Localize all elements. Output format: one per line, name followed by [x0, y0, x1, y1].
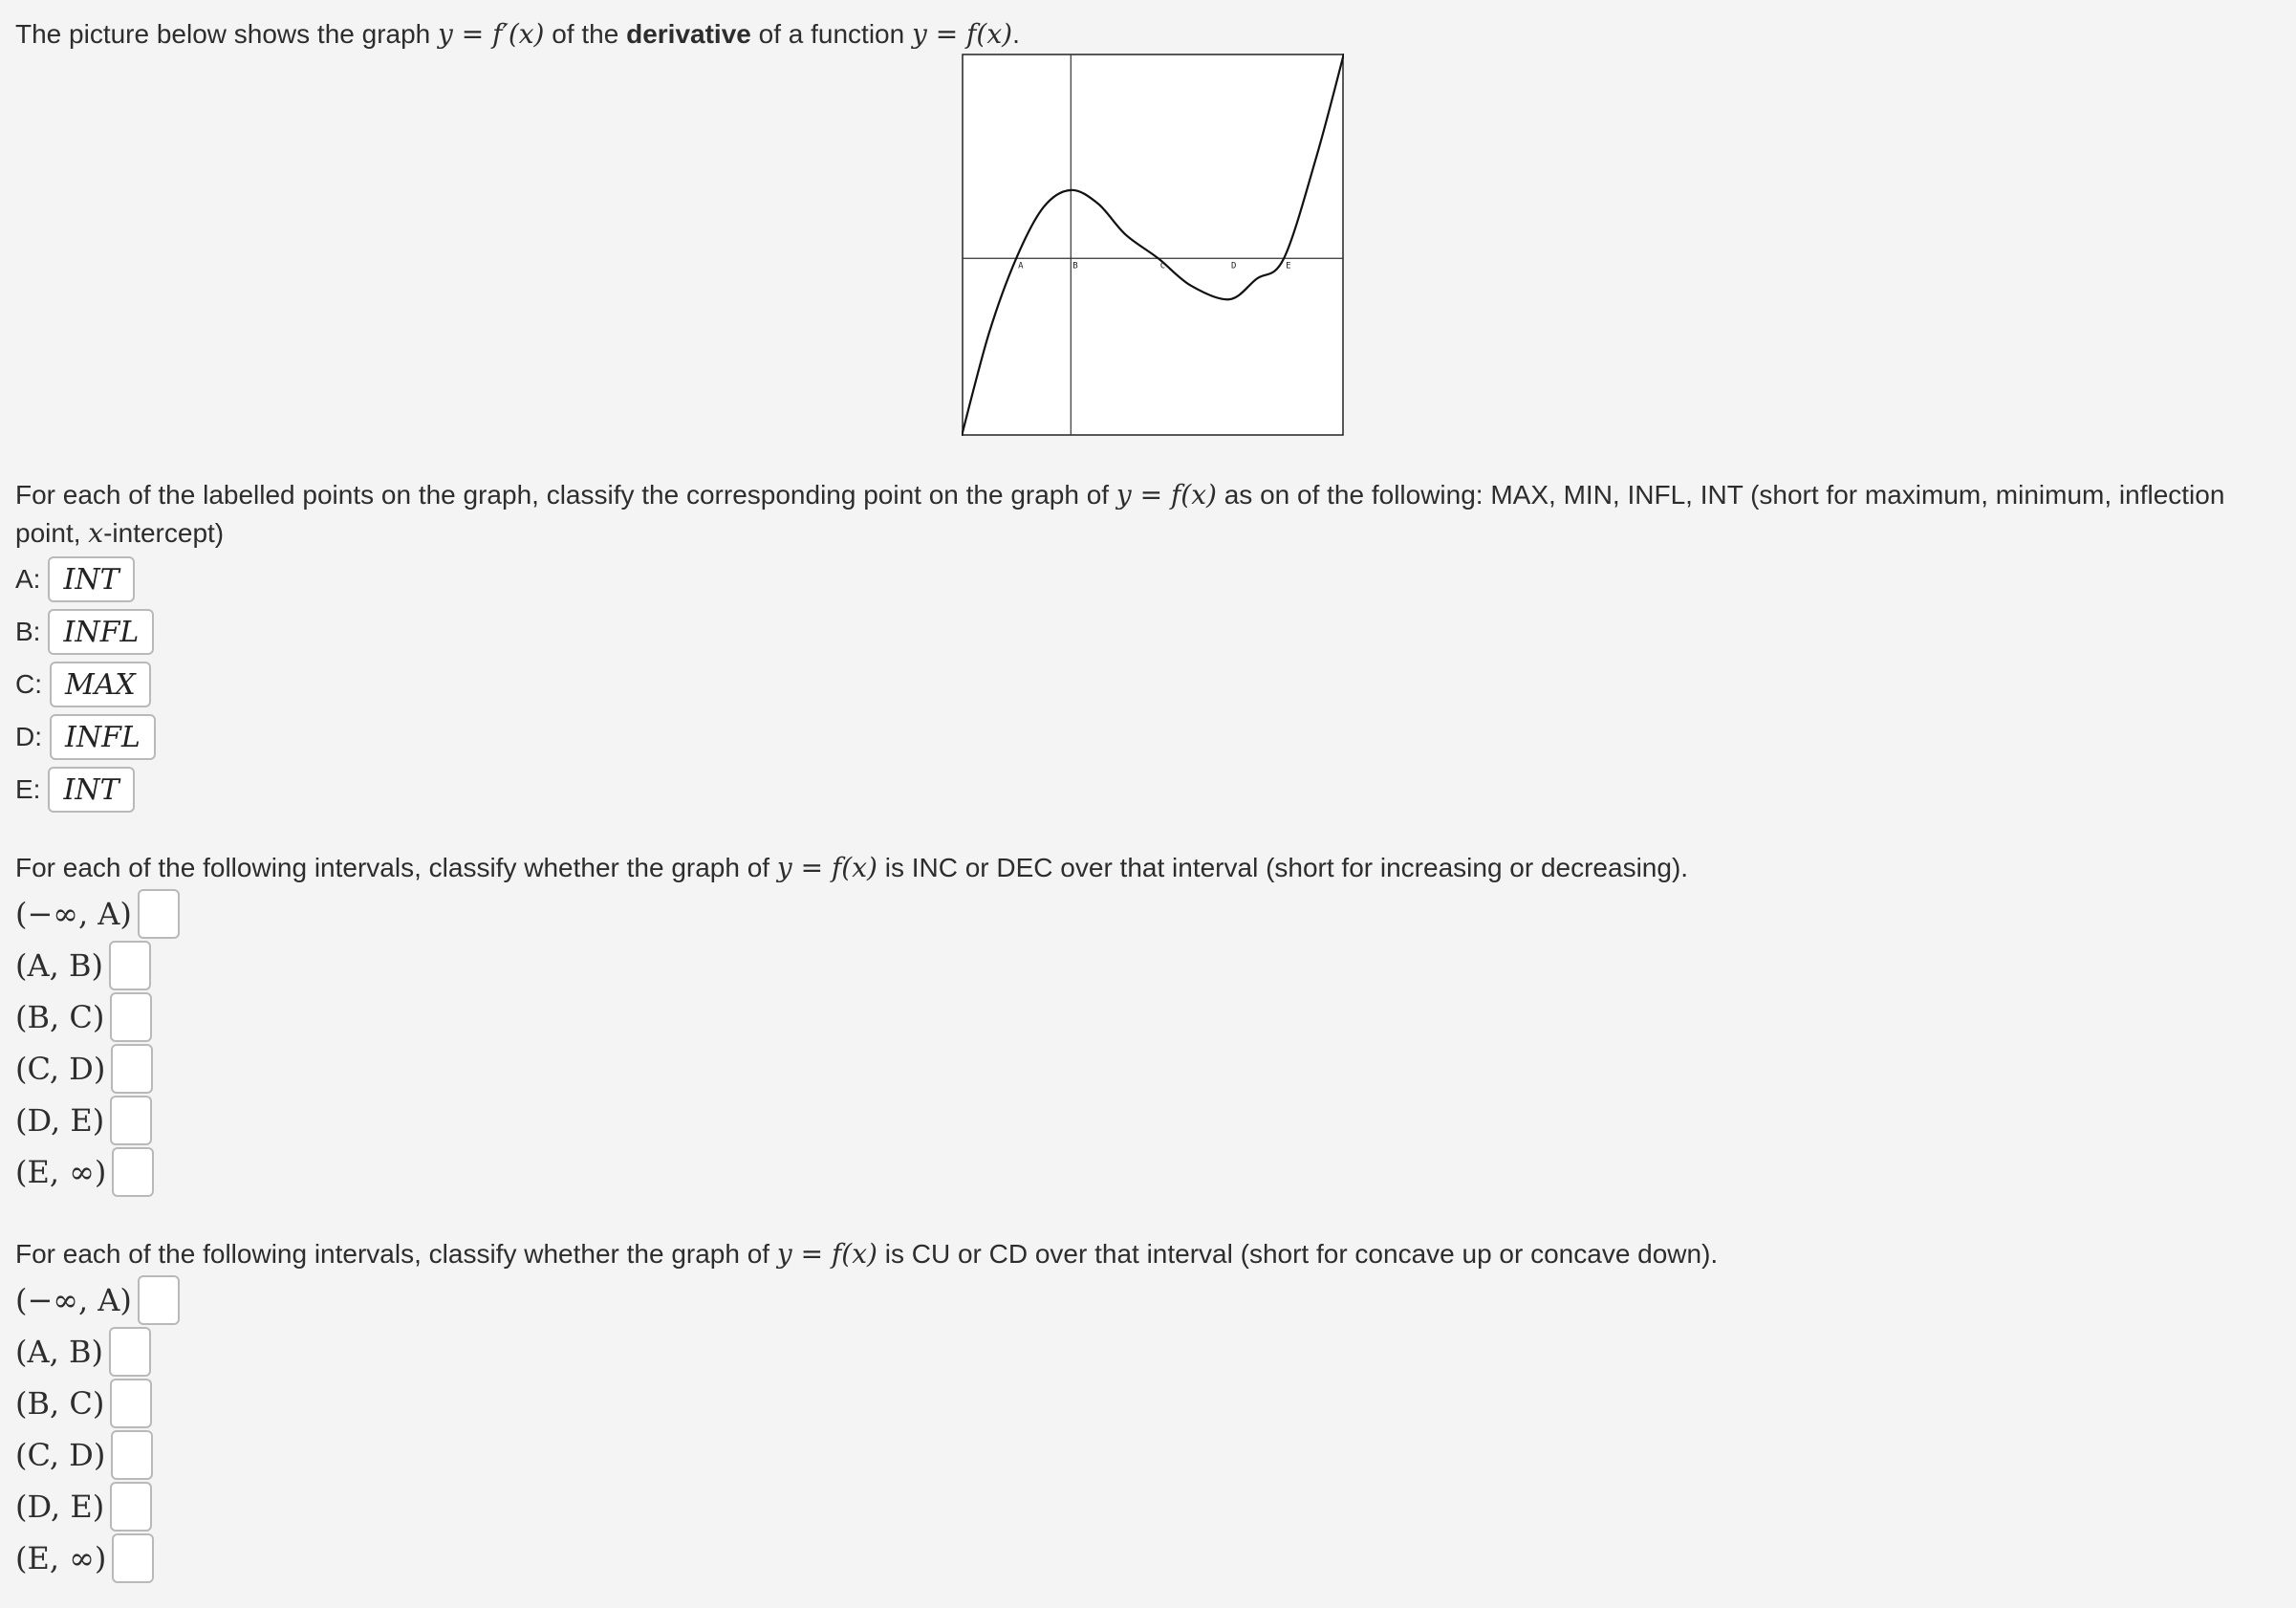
- concavity-interval-5: (D, E): [15, 1488, 105, 1525]
- intro-equation-derivative: y = f′(x): [438, 18, 545, 50]
- concavity-interval-3: (B, C): [15, 1385, 105, 1422]
- derivative-graph: [962, 54, 1344, 436]
- concavity-input-6[interactable]: [112, 1533, 154, 1583]
- concavity-input-2[interactable]: [109, 1327, 151, 1377]
- inc-dec-input-3[interactable]: [110, 992, 152, 1042]
- question-points-text-a: For each of the labelled points on the graph, classify the corresponding point on the graph of: [15, 480, 1116, 510]
- answer-label-a: A:: [15, 564, 41, 594]
- question-concavity-equation: y = f(x): [776, 1238, 877, 1270]
- answer-input-e[interactable]: INT: [48, 767, 134, 813]
- concavity-row-6: [15, 1533, 154, 1583]
- inc-dec-interval-2: (A, B): [15, 947, 103, 984]
- inc-dec-row-5: [15, 1096, 152, 1145]
- concavity-interval-2: (A, B): [15, 1334, 103, 1370]
- inc-dec-input-2[interactable]: [109, 941, 151, 990]
- question-points-text-c: -intercept): [103, 518, 225, 548]
- question-inc-dec-text-b: is INC or DEC over that interval (short for increasing or decreasing).: [877, 853, 1689, 882]
- answer-label-e: E:: [15, 774, 41, 804]
- question-points-text-b: as on of the following: MAX, MIN, INFL, INT (short for maximum, minimum, inflection point,: [15, 480, 2225, 548]
- answer-label-d: D:: [15, 722, 42, 751]
- graph-point-label-e: E: [1286, 261, 1291, 272]
- answer-label-c: C:: [15, 669, 42, 699]
- concavity-row-1: [15, 1275, 180, 1325]
- inc-dec-interval-5: (D, E): [15, 1102, 105, 1139]
- intro-equation-function: y = f(x): [911, 18, 1013, 50]
- question-inc-dec-text: [15, 849, 1688, 887]
- concavity-row-4: [15, 1430, 153, 1480]
- graph-point-label-c: C: [1159, 261, 1166, 272]
- answer-input-c[interactable]: MAX: [50, 662, 151, 707]
- concavity-interval-6: (E, ∞): [15, 1540, 107, 1576]
- inc-dec-row-6: [15, 1147, 154, 1197]
- answer-input-d[interactable]: INFL: [50, 714, 156, 760]
- intro-suffix: .: [1012, 19, 1020, 49]
- inc-dec-input-6[interactable]: [112, 1147, 154, 1197]
- inc-dec-row-1: [15, 889, 180, 939]
- question-inc-dec-text-a: For each of the following intervals, classify whether the graph of: [15, 853, 777, 882]
- concavity-row-5: [15, 1482, 152, 1532]
- question-inc-dec-equation: y = f(x): [776, 852, 877, 883]
- answer-label-b: B:: [15, 617, 41, 646]
- graph-point-label-a: A: [1018, 261, 1024, 272]
- intro-prefix: The picture below shows the graph: [15, 19, 439, 49]
- concavity-input-4[interactable]: [111, 1430, 153, 1480]
- concavity-input-3[interactable]: [110, 1379, 152, 1428]
- question-concavity-text-b: is CU or CD over that interval (short for concave up or concave down).: [877, 1239, 1719, 1269]
- inc-dec-input-4[interactable]: [111, 1044, 153, 1094]
- inc-dec-interval-6: (E, ∞): [15, 1154, 107, 1190]
- answer-row-e: [15, 765, 135, 815]
- intro-bold-derivative: derivative: [626, 19, 751, 49]
- inc-dec-row-3: [15, 992, 152, 1042]
- answer-input-b[interactable]: INFL: [48, 609, 154, 655]
- inc-dec-row-4: [15, 1044, 153, 1094]
- answer-row-c: [15, 660, 151, 709]
- intro-mid: of the: [544, 19, 627, 49]
- graph-point-label-d: D: [1231, 261, 1237, 272]
- inc-dec-input-1[interactable]: [138, 889, 180, 939]
- question-points-x-var: x: [88, 517, 104, 549]
- inc-dec-interval-1: (−∞, A): [15, 896, 132, 932]
- answer-input-a[interactable]: INT: [48, 556, 134, 602]
- answer-row-a: [15, 554, 135, 604]
- answer-row-d: [15, 712, 156, 762]
- intro-mid2: of a function: [750, 19, 912, 49]
- inc-dec-input-5[interactable]: [110, 1096, 152, 1145]
- question-points-text: [15, 476, 2290, 553]
- graph-svg: [962, 54, 1344, 436]
- question-concavity-text-a: For each of the following intervals, classify whether the graph of: [15, 1239, 777, 1269]
- concavity-row-3: [15, 1379, 152, 1428]
- concavity-row-2: [15, 1327, 151, 1377]
- answer-row-b: [15, 607, 154, 657]
- graph-point-label-b: B: [1072, 261, 1078, 272]
- inc-dec-interval-3: (B, C): [15, 999, 105, 1035]
- intro-text: [15, 15, 1020, 54]
- concavity-interval-1: (−∞, A): [15, 1282, 132, 1318]
- question-concavity-text: [15, 1235, 1718, 1273]
- graph-frame: [963, 54, 1343, 435]
- inc-dec-interval-4: (C, D): [15, 1051, 106, 1087]
- concavity-interval-4: (C, D): [15, 1437, 106, 1473]
- concavity-input-1[interactable]: [138, 1275, 180, 1325]
- inc-dec-row-2: [15, 941, 151, 990]
- question-points-equation: y = f(x): [1116, 479, 1217, 511]
- concavity-input-5[interactable]: [110, 1482, 152, 1532]
